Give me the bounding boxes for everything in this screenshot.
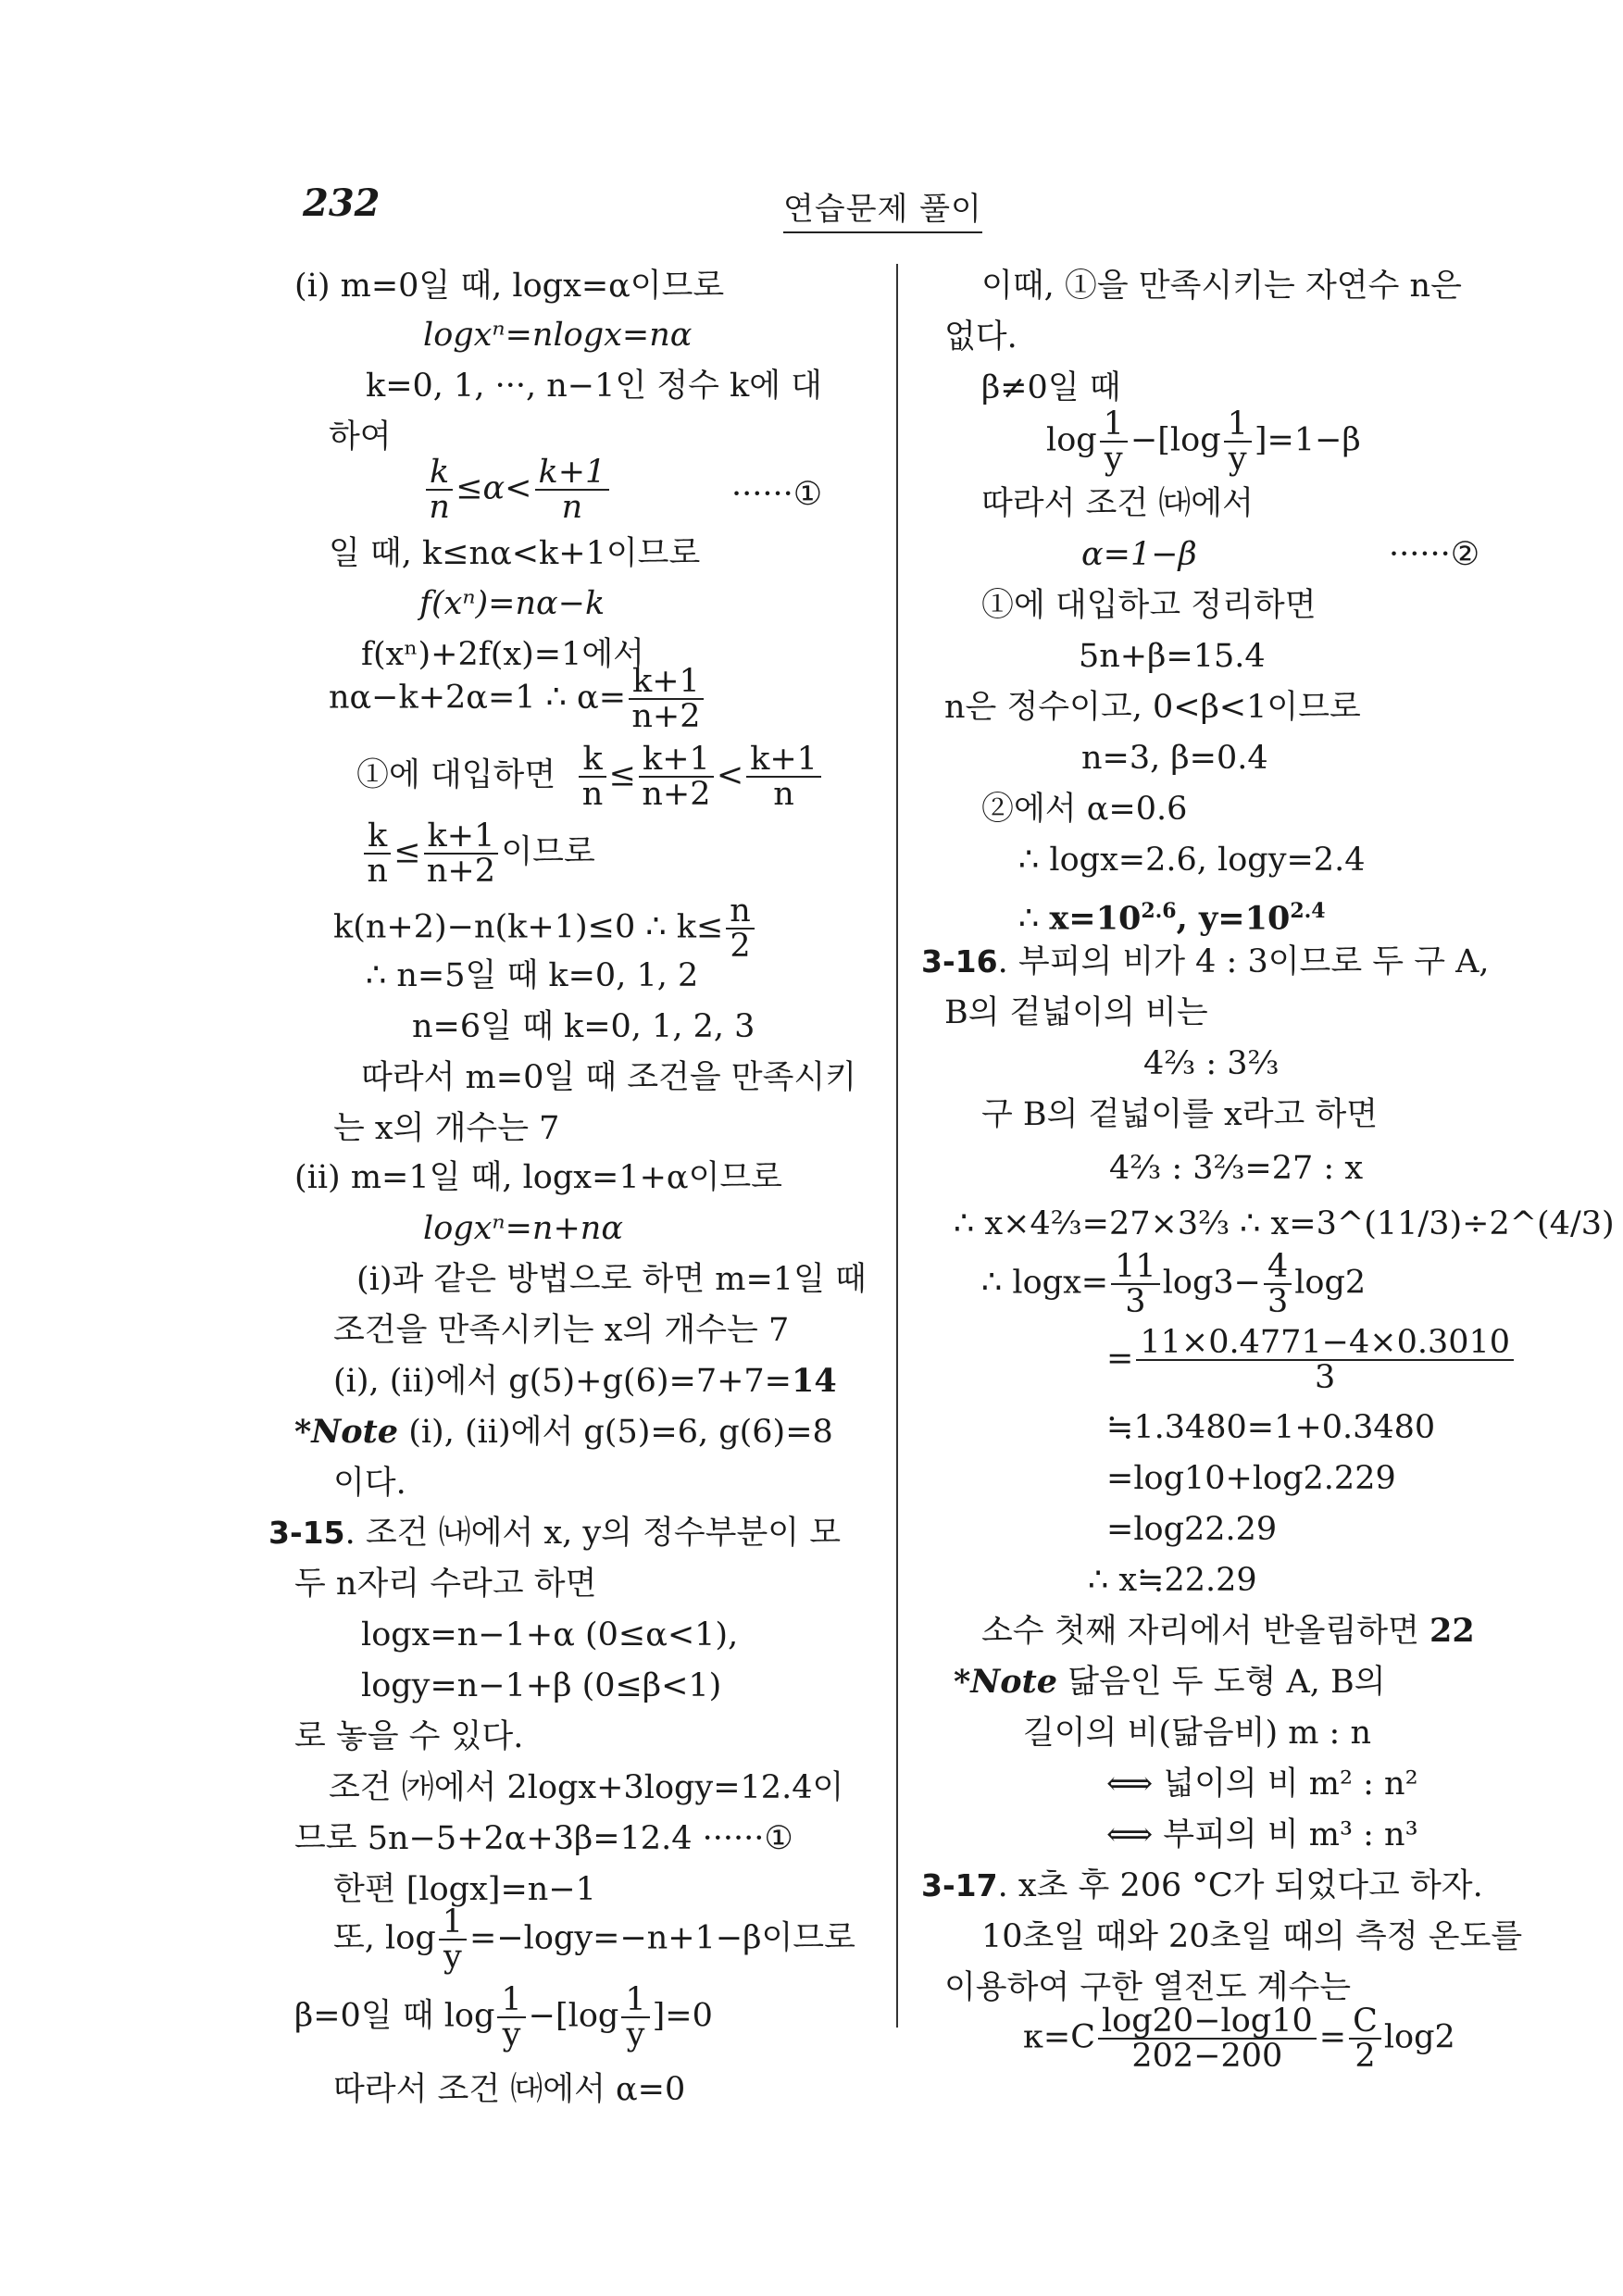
fraction-denominator: y (1228, 441, 1247, 478)
equation-text: β=0일 때 log (294, 1997, 495, 2035)
equation-text: ]=0 (652, 1997, 713, 2035)
answer-value: , y=10 (1176, 899, 1291, 938)
equation-line: =log10+log2.229 (1106, 1460, 1396, 1497)
note-line (294, 1412, 833, 1453)
text-line: B의 겉넓이의 비는 (944, 994, 1208, 1031)
text-line: k=0, 1, ···, n−1인 정수 k에 대 (366, 368, 822, 405)
text-line: 이때, ①을 만족시키는 자연수 n은 (981, 268, 1462, 305)
problem-number: 3-17 (921, 1867, 998, 1903)
result-line (981, 1611, 1475, 1652)
equation-line (1046, 407, 1361, 476)
equation-line: logy=n−1+β (0≤β<1) (361, 1667, 722, 1704)
fraction-numerator: k (579, 742, 606, 778)
text-line: n은 정수이고, 0<β<1이므로 (944, 689, 1361, 726)
fraction-denominator: n (429, 489, 450, 526)
equation-text: nα−k+2α=1 ∴ α= (329, 679, 627, 717)
fraction-numerator: k+1 (639, 742, 714, 778)
equation-text: = (1318, 2018, 1347, 2056)
problem-3-16-heading (921, 942, 1490, 982)
fraction-denominator: n (367, 853, 388, 890)
fraction-denominator: 3 (1125, 1283, 1146, 1320)
equation-line (294, 1983, 713, 2052)
text-line: 길이의 비(닮음비) m : n (1023, 1715, 1372, 1752)
equation-text: < (716, 756, 744, 794)
fraction-denominator: y (502, 2016, 521, 2053)
fraction-numerator: 1 (621, 1983, 649, 2018)
equation-text: ∴ (1018, 900, 1050, 938)
equation-text: ≤ (393, 833, 421, 871)
result-text: 소수 첫째 자리에서 반올림하면 (981, 1613, 1430, 1650)
fraction-denominator: n (773, 776, 794, 813)
fraction-numerator: n (726, 894, 755, 930)
text-line: ⟺ 부피의 비 m³ : n³ (1106, 1816, 1418, 1853)
text-line: 는 x의 개수는 7 (333, 1110, 560, 1147)
equation-marker: ······① (731, 476, 823, 513)
page-title: 연습문제 풀이 (783, 183, 982, 233)
equation-marker: ······② (1389, 536, 1480, 573)
equation-line: =log22.29 (1106, 1511, 1278, 1548)
equation-line (329, 665, 706, 733)
fraction-denominator: 3 (1267, 1283, 1289, 1320)
text-line: 조건 ㈎에서 2logx+3logy=12.4이 (329, 1769, 844, 1806)
equation-line: α=1−β (1081, 536, 1197, 573)
text-line: 이다. (333, 1465, 406, 1502)
equation-text: = (1106, 1340, 1134, 1378)
equation-text: log2 (1383, 2018, 1455, 2056)
equation-text: log3− (1162, 1264, 1261, 1302)
text-line: 없다. (944, 318, 1017, 356)
equation-text: ∴ logx= (981, 1264, 1109, 1302)
result-line (333, 1361, 837, 1402)
fraction-numerator: k+1 (424, 819, 499, 855)
answer-value: 22 (1429, 1612, 1475, 1650)
equation-text: k(n+2)−n(k+1)≤0 ∴ k≤ (333, 908, 724, 946)
note-label: *Note (294, 1413, 399, 1451)
equation-line: logxⁿ=n+nα (423, 1210, 623, 1247)
fraction-denominator: 2 (1355, 2038, 1376, 2075)
equation-text: log (1046, 421, 1097, 459)
equation-line: ∴ x×4⅔=27×3⅔ ∴ x=3^(11/3)÷2^(4/3) (954, 1205, 1615, 1242)
fraction-numerator: k (426, 455, 453, 491)
equation-text: 또, log (333, 1919, 436, 1957)
equation-line: 4⅔ : 3⅔=27 : x (1109, 1150, 1364, 1187)
fraction-denominator: 3 (1315, 1359, 1336, 1396)
text-line: n=6일 때 k=0, 1, 2, 3 (412, 1008, 755, 1045)
text-line: 이용하여 구한 열전도 계수는 (944, 1969, 1352, 2006)
equation-line (333, 1905, 855, 1974)
problem-number: 3-15 (268, 1515, 345, 1551)
equation-line (1023, 2004, 1455, 2073)
answer-value: x=10 (1049, 899, 1142, 938)
note-label: *Note (954, 1663, 1058, 1701)
fraction-numerator: 1 (1224, 407, 1252, 443)
equation-line: logxⁿ=nlogx=nα (423, 317, 693, 354)
problem-3-17-heading (921, 1866, 1483, 1906)
fraction-numerator: k (364, 819, 391, 855)
text-line: ①에 대입하고 정리하면 (981, 587, 1317, 624)
text-line: 따라서 조건 ㈐에서 (981, 485, 1254, 522)
answer-line (1018, 891, 1326, 940)
equation-text: −[log (528, 1997, 619, 2035)
text-line: 일 때, k≤nα<k+1이므로 (329, 535, 701, 572)
equation-line: logx=n−1+α (0≤α<1), (361, 1616, 739, 1653)
equation-text: log2 (1294, 1264, 1367, 1302)
equation-text: ]=1−β (1254, 421, 1361, 459)
equation-line (361, 819, 595, 888)
column-divider (896, 264, 898, 2028)
fraction-numerator: k+1 (535, 455, 610, 491)
equation-text: 이므로 (501, 833, 595, 871)
equation-line: 5n+β=15.4 (1079, 638, 1266, 675)
equation-line (1106, 1326, 1517, 1394)
equation-text: ≤ (608, 756, 636, 794)
note-text: 닮음인 두 도형 A, B의 (1057, 1664, 1386, 1701)
fraction-numerator: 11 (1111, 1250, 1160, 1285)
equation-line: ②에서 α=0.6 (981, 791, 1188, 828)
fraction-numerator: k+1 (746, 742, 821, 778)
answer-value: 14 (792, 1362, 837, 1400)
exponent: 2.6 (1141, 899, 1177, 923)
text-line: 구 B의 겉넓이를 x라고 하면 (981, 1096, 1379, 1133)
text-line: β≠0일 때 (981, 369, 1121, 406)
fraction-denominator: y (1104, 441, 1123, 478)
fraction-numerator: 4 (1264, 1250, 1292, 1285)
equation-text: (i), (ii)에서 g(5)+g(6)=7+7= (333, 1363, 793, 1400)
text-line: 로 놓을 수 있다. (294, 1718, 524, 1755)
text-line: 따라서 조건 ㈐에서 α=0 (333, 2071, 686, 2108)
exponent: 2.4 (1290, 899, 1326, 923)
inequality-line (423, 455, 612, 524)
fraction-numerator: 1 (497, 1983, 525, 2018)
fraction-denominator: 2 (730, 928, 751, 965)
equation-line: 한편 [logx]=n−1 (333, 1871, 596, 1908)
equation-line: f(xⁿ)+2f(x)=1에서 (361, 636, 644, 673)
equation-line (333, 894, 757, 963)
problem-text: . 부피의 비가 4 : 3이므로 두 구 A, (997, 943, 1490, 980)
case-ii-heading: (ii) m=1일 때, logx=1+α이므로 (294, 1159, 782, 1196)
note-line (954, 1662, 1386, 1703)
fraction-denominator: n+2 (631, 698, 701, 735)
text-line: (i)과 같은 방법으로 하면 m=1일 때 (356, 1261, 867, 1298)
fraction-numerator: 1 (439, 1905, 467, 1940)
fraction-denominator: n (561, 489, 583, 526)
equation-text: −[log (1130, 421, 1221, 459)
text-line: 하여 (329, 418, 392, 455)
fraction-denominator: n+2 (426, 853, 496, 890)
fraction-numerator: k+1 (629, 665, 704, 700)
text-line: 10초일 때와 20초일 때의 측정 온도를 (981, 1918, 1523, 1955)
equation-line: ≒1.3480=1+0.3480 (1106, 1409, 1436, 1446)
text-line: 따라서 m=0일 때 조건을 만족시키 (361, 1059, 857, 1096)
equation-line: 4⅔ : 3⅔ (1143, 1045, 1280, 1082)
equation-line: n=3, β=0.4 (1081, 740, 1268, 777)
equation-text: ①에 대입하면 (356, 756, 556, 794)
fraction-denominator: n (581, 776, 604, 813)
equation-text: =−logy=−n+1−β이므로 (469, 1919, 855, 1957)
fraction-numerator: C (1349, 2004, 1381, 2040)
equation-line: ∴ logx=2.6, logy=2.4 (1018, 842, 1366, 879)
note-text: (i), (ii)에서 g(5)=6, g(6)=8 (398, 1414, 833, 1451)
fraction-denominator: y (626, 2016, 645, 2053)
equation-line (356, 742, 824, 811)
fraction-denominator: 202−200 (1131, 2038, 1283, 2075)
equation-text: κ=C (1023, 2018, 1095, 2056)
fraction-numerator: 11×0.4771−4×0.3010 (1136, 1326, 1514, 1361)
fraction-denominator: y (443, 1939, 462, 1976)
equation-line: 므로 5n−5+2α+3β=12.4 ······① (294, 1820, 793, 1857)
equation-text: ≤α< (456, 469, 532, 507)
fraction-denominator: n+2 (642, 776, 711, 813)
fraction-numerator: 1 (1100, 407, 1128, 443)
text-line: 두 n자리 수라고 하면 (294, 1566, 597, 1603)
problem-3-15-heading (268, 1513, 841, 1554)
text-line: ∴ n=5일 때 k=0, 1, 2 (366, 957, 699, 994)
equation-line (981, 1250, 1366, 1318)
equation-line: ∴ x≒22.29 (1088, 1562, 1257, 1599)
problem-text: . 조건 ㈏에서 x, y의 정수부분이 모 (344, 1515, 842, 1552)
problem-number: 3-16 (921, 943, 998, 980)
equation-line: f(xⁿ)=nα−k (419, 585, 606, 622)
text-line: 조건을 만족시키는 x의 개수는 7 (333, 1312, 790, 1349)
problem-text: . x초 후 206 °C가 되었다고 하자. (997, 1867, 1483, 1904)
case-i-heading: (i) m=0일 때, logx=α이므로 (294, 268, 725, 305)
text-line: ⟺ 넓이의 비 m² : n² (1106, 1766, 1418, 1803)
page-number: 232 (303, 181, 381, 225)
fraction-numerator: log20−log10 (1098, 2004, 1317, 2040)
